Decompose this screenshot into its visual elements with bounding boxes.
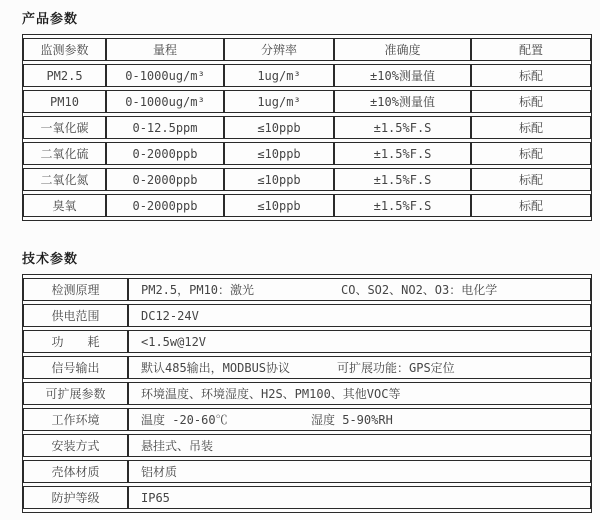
value-segment-1: 铝材质	[141, 465, 178, 479]
value-segment-1: 悬挂式、吊装	[141, 439, 214, 453]
tech-section-title: 技术参数	[22, 252, 79, 267]
value-segment-1: 温度 -20-60℃	[141, 413, 228, 427]
cell-accuracy: ±1.5%F.S	[334, 194, 471, 217]
cell-value	[128, 356, 591, 379]
cell-label: 安装方式	[23, 434, 128, 457]
cell-config: 标配	[471, 194, 591, 217]
cell-config: 标配	[471, 168, 591, 191]
product-section-title: 产品参数	[22, 12, 79, 27]
cell-accuracy: ±10%测量值	[334, 90, 471, 113]
cell-label: 工作环境	[23, 408, 128, 431]
table-row	[23, 116, 591, 139]
cell-value	[128, 304, 591, 327]
table-row	[23, 194, 591, 217]
cell-label: 防护等级	[23, 486, 128, 509]
table-row	[23, 64, 591, 87]
cell-range: 0-1000ug/m³	[106, 90, 224, 113]
cell-label: 功 耗	[23, 330, 128, 353]
header-cell-range: 量程	[106, 38, 224, 61]
cell-value	[128, 330, 591, 353]
cell-resolution: ≤10ppb	[224, 168, 334, 191]
cell-label: 可扩展参数	[23, 382, 128, 405]
cell-config: 标配	[471, 116, 591, 139]
cell-param: 一氧化碳	[23, 116, 106, 139]
cell-value	[128, 408, 591, 431]
cell-range: 0-2000ppb	[106, 142, 224, 165]
header-cell-param: 监测参数	[23, 38, 106, 61]
table-row	[23, 460, 591, 483]
cell-range: 0-1000ug/m³	[106, 64, 224, 87]
table-row	[23, 382, 591, 405]
cell-config: 标配	[471, 142, 591, 165]
cell-resolution: ≤10ppb	[224, 142, 334, 165]
cell-resolution: 1ug/m³	[224, 64, 334, 87]
cell-label: 信号输出	[23, 356, 128, 379]
table-row	[23, 168, 591, 191]
header-cell-resolution: 分辨率	[224, 38, 334, 61]
product-parameters-table	[22, 34, 592, 221]
table-row	[23, 486, 591, 509]
cell-accuracy: ±1.5%F.S	[334, 142, 471, 165]
cell-label: 供电范围	[23, 304, 128, 327]
value-segment-1: PM2.5，PM10：激光	[141, 283, 255, 297]
cell-range: 0-2000ppb	[106, 194, 224, 217]
value-segment-2: 可扩展功能：GPS定位	[337, 361, 455, 375]
value-segment-2: 湿度 5-90%RH	[311, 413, 393, 427]
product-header-row	[23, 38, 591, 61]
value-segment-1: <1.5w@12V	[141, 334, 207, 349]
table-row	[23, 304, 591, 327]
technical-parameters-table	[22, 274, 592, 513]
value-segment-1: 环境温度、环境湿度、H2S、PM100、其他VOC等	[141, 387, 401, 401]
table-row	[23, 90, 591, 113]
cell-param: PM10	[23, 90, 106, 113]
table-row	[23, 356, 591, 379]
value-segment-1: IP65	[141, 490, 170, 505]
cell-value	[128, 460, 591, 483]
value-segment-2: CO、SO2、NO2、O3：电化学	[341, 283, 498, 297]
cell-range: 0-12.5ppm	[106, 116, 224, 139]
table-row	[23, 434, 591, 457]
cell-config: 标配	[471, 64, 591, 87]
table-row	[23, 278, 591, 301]
cell-accuracy: ±1.5%F.S	[334, 168, 471, 191]
cell-resolution: ≤10ppb	[224, 116, 334, 139]
header-cell-accuracy: 准确度	[334, 38, 471, 61]
table-row	[23, 142, 591, 165]
cell-value	[128, 486, 591, 509]
cell-value	[128, 434, 591, 457]
table-row	[23, 408, 591, 431]
cell-resolution: 1ug/m³	[224, 90, 334, 113]
value-segment-1: DC12-24V	[141, 308, 199, 323]
cell-param: 二氧化氮	[23, 168, 106, 191]
cell-label: 壳体材质	[23, 460, 128, 483]
cell-param: PM2.5	[23, 64, 106, 87]
cell-value	[128, 278, 591, 301]
cell-param: 臭氧	[23, 194, 106, 217]
cell-label: 检测原理	[23, 278, 128, 301]
cell-accuracy: ±1.5%F.S	[334, 116, 471, 139]
table-row	[23, 330, 591, 353]
cell-resolution: ≤10ppb	[224, 194, 334, 217]
cell-config: 标配	[471, 90, 591, 113]
cell-value	[128, 382, 591, 405]
header-cell-config: 配置	[471, 38, 591, 61]
value-segment-1: 默认485输出，MODBUS协议	[141, 361, 291, 375]
cell-param: 二氧化硫	[23, 142, 106, 165]
cell-accuracy: ±10%测量值	[334, 64, 471, 87]
cell-range: 0-2000ppb	[106, 168, 224, 191]
